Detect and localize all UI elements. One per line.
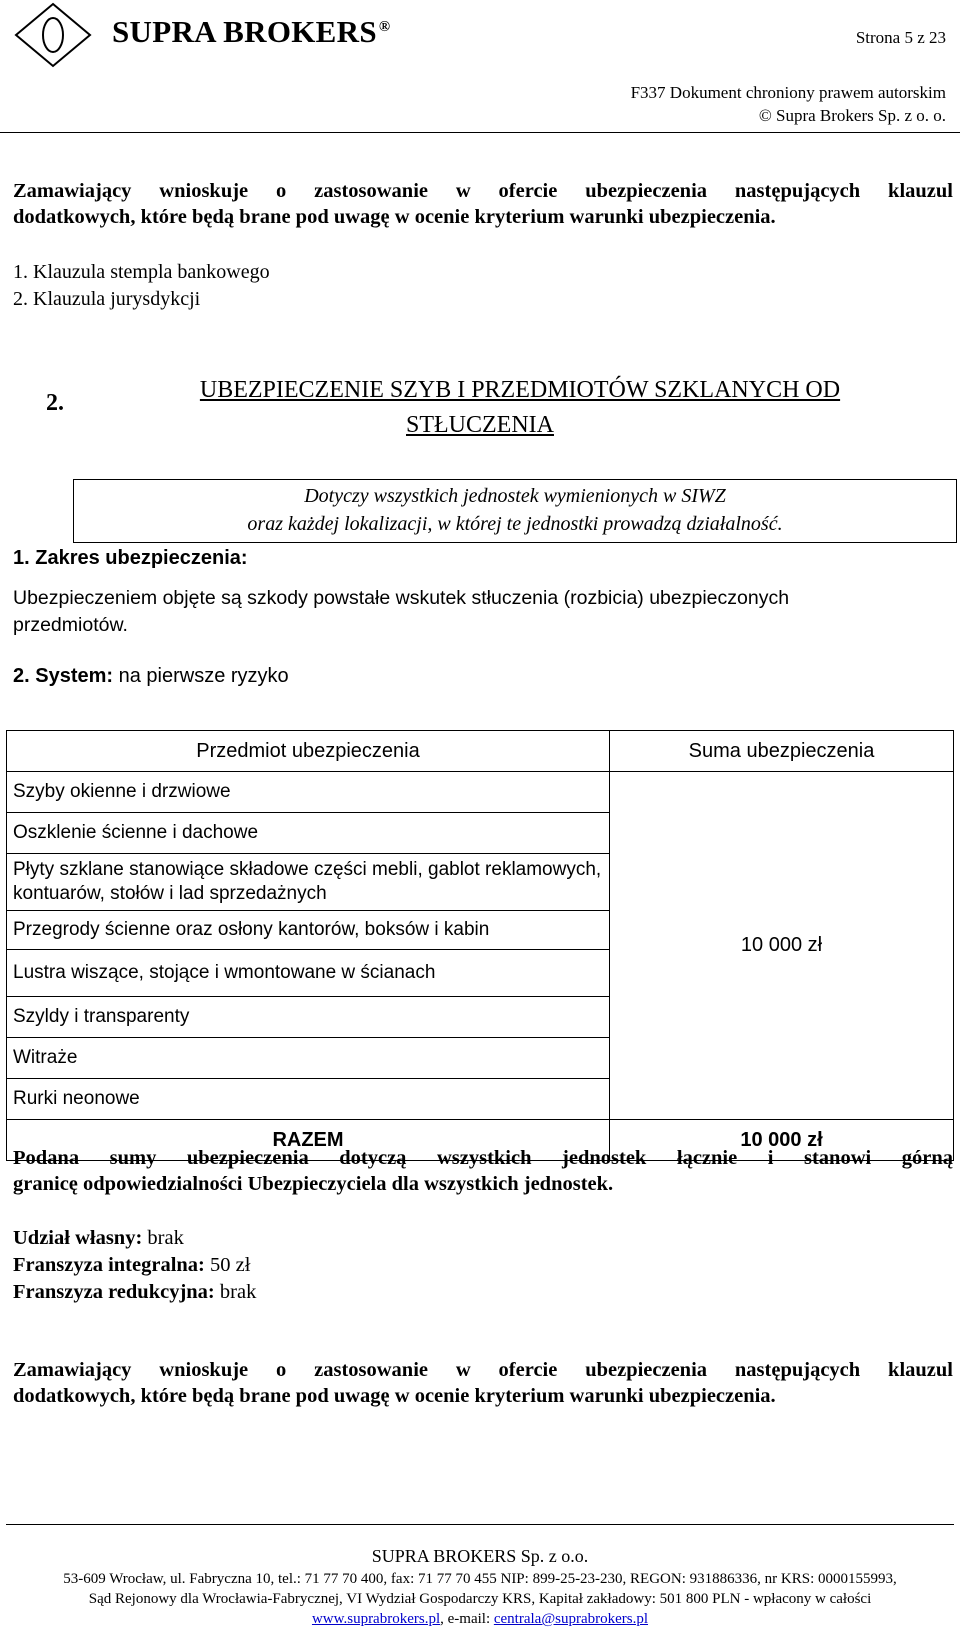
section-title-line2: STŁUCZENIA — [406, 412, 554, 438]
footer-divider — [6, 1524, 954, 1525]
header-divider — [0, 132, 960, 133]
clause-request-line1: Zamawiający wnioskuje o zastosowanie w ofercie ubezpieczenia następujących klauzul — [13, 180, 953, 202]
reduction-franchise-line — [13, 1279, 953, 1305]
footer-address: 53-609 Wrocław, ul. Fabryczna 10, tel.: 71 77 70 400, fax: 71 77 70 455 NIP: 899-25-23-230, REGON: 931886336, nr KRS: 0000155993, — [63, 1571, 897, 1587]
system-value: na pierwsze ryzyko — [118, 665, 289, 687]
clause-request-line2: dodatkowych, które będą brane pod uwagę w ocenie kryterium warunki ubezpieczenia. — [13, 206, 776, 228]
page-number: Strona 5 z 23 — [855, 28, 946, 47]
total-label: RAZEM — [7, 1120, 610, 1161]
integral-franchise-label: Franszyza integralna: — [13, 1254, 205, 1276]
scope-heading: 1. Zakres ubezpieczenia: — [13, 547, 248, 569]
subject-cell: Oszklenie ścienne i dachowe — [7, 813, 610, 854]
subject-cell: Lustra wiszące, stojące i wmontowane w ścianach — [7, 950, 610, 997]
company-logo — [14, 2, 92, 68]
table-header-row — [7, 731, 954, 772]
clause-request-line1: Zamawiający wnioskuje o zastosowanie w ofercie ubezpieczenia następujących klauzul — [13, 1359, 953, 1381]
email-link[interactable]: centrala@suprabrokers.pl — [493, 1611, 649, 1627]
footer-company: SUPRA BROKERS Sp. z o.o. — [371, 1546, 589, 1566]
subject-cell: Szyby okienne i drzwiowe — [7, 772, 610, 813]
copyright-notice: F337 Dokument chroniony prawem autorskim — [630, 83, 946, 102]
subject-cell: Szyldy i transparenty — [7, 997, 610, 1038]
footer-contact — [0, 1609, 960, 1630]
sums-note-line1: Podana sumy ubezpieczenia dotyczą wszystkich jednostek łącznie i stanowi górną — [13, 1147, 953, 1169]
system-line — [13, 663, 953, 689]
system-label: 2. System: — [13, 665, 114, 687]
deductible-value: brak — [147, 1227, 184, 1249]
scope-applicability-box — [73, 479, 957, 543]
scope-text-line2: przedmiotów. — [13, 614, 128, 636]
subject-cell: Witraże — [7, 1038, 610, 1079]
clause-item: 2. Klauzula jurysdykcji — [13, 288, 201, 310]
integral-franchise-value: 50 zł — [210, 1254, 251, 1276]
section-title-line1: UBEZPIECZENIE SZYB I PRZEDMIOTÓW SZKLANYCH OD — [199, 377, 841, 403]
subject-cell: Płyty szklane stanowiące składowe części mebli, gablot reklamowych, kontuarów, stołów i lad sprzedażnych — [7, 854, 610, 911]
scope-applicability-line2: oraz każdej lokalizacji, w której te jednostki prowadzą działalność. — [247, 513, 783, 535]
column-header-subject: Przedmiot ubezpieczenia — [7, 731, 610, 772]
clause-request-line2: dodatkowych, które będą brane pod uwagę w ocenie kryterium warunki ubezpieczenia. — [13, 1385, 776, 1407]
subject-cell: Rurki neonowe — [7, 1079, 610, 1120]
deductible-line — [13, 1225, 953, 1251]
deductible-label: Udział własny: — [13, 1227, 143, 1249]
scope-applicability-line1: Dotyczy wszystkich jednostek wymienionych w SIWZ — [304, 485, 726, 507]
table-row — [7, 772, 954, 813]
sums-note-line2: granicę odpowiedzialności Ubezpieczyciela dla wszystkich jednostek. — [13, 1173, 614, 1195]
sum-cell: 10 000 zł — [610, 772, 954, 1120]
copyright-owner: © Supra Brokers Sp. z o. o. — [758, 106, 946, 125]
insurance-table — [6, 730, 954, 1161]
total-value: 10 000 zł — [610, 1120, 954, 1161]
reduction-franchise-value: brak — [219, 1281, 257, 1303]
subject-cell: Przegrody ścienne oraz osłony kantorów, boksów i kabin — [7, 911, 610, 950]
oval-zero-logo-icon — [14, 2, 92, 68]
scope-text-line1: Ubezpieczeniem objęte są szkody powstałe wskutek stłuczenia (rozbicia) ubezpieczonych — [13, 587, 790, 609]
email-label: , e-mail: — [440, 1611, 494, 1627]
clause-item: 1. Klauzula stempla bankowego — [13, 261, 270, 283]
column-header-sum: Suma ubezpieczenia — [610, 731, 954, 772]
integral-franchise-line — [13, 1252, 953, 1278]
reduction-franchise-label: Franszyza redukcyjna: — [13, 1281, 215, 1303]
section-number: 2. — [46, 390, 64, 416]
brand-name: SUPRA BROKERS ® — [112, 14, 391, 49]
footer-court: Sąd Rejonowy dla Wrocławia-Fabrycznej, VI Wydział Gospodarczy KRS, Kapitał zakładowy: 501 800 PLN - wpłacony w całości — [88, 1591, 872, 1607]
website-link[interactable]: www.suprabrokers.pl — [311, 1611, 441, 1627]
